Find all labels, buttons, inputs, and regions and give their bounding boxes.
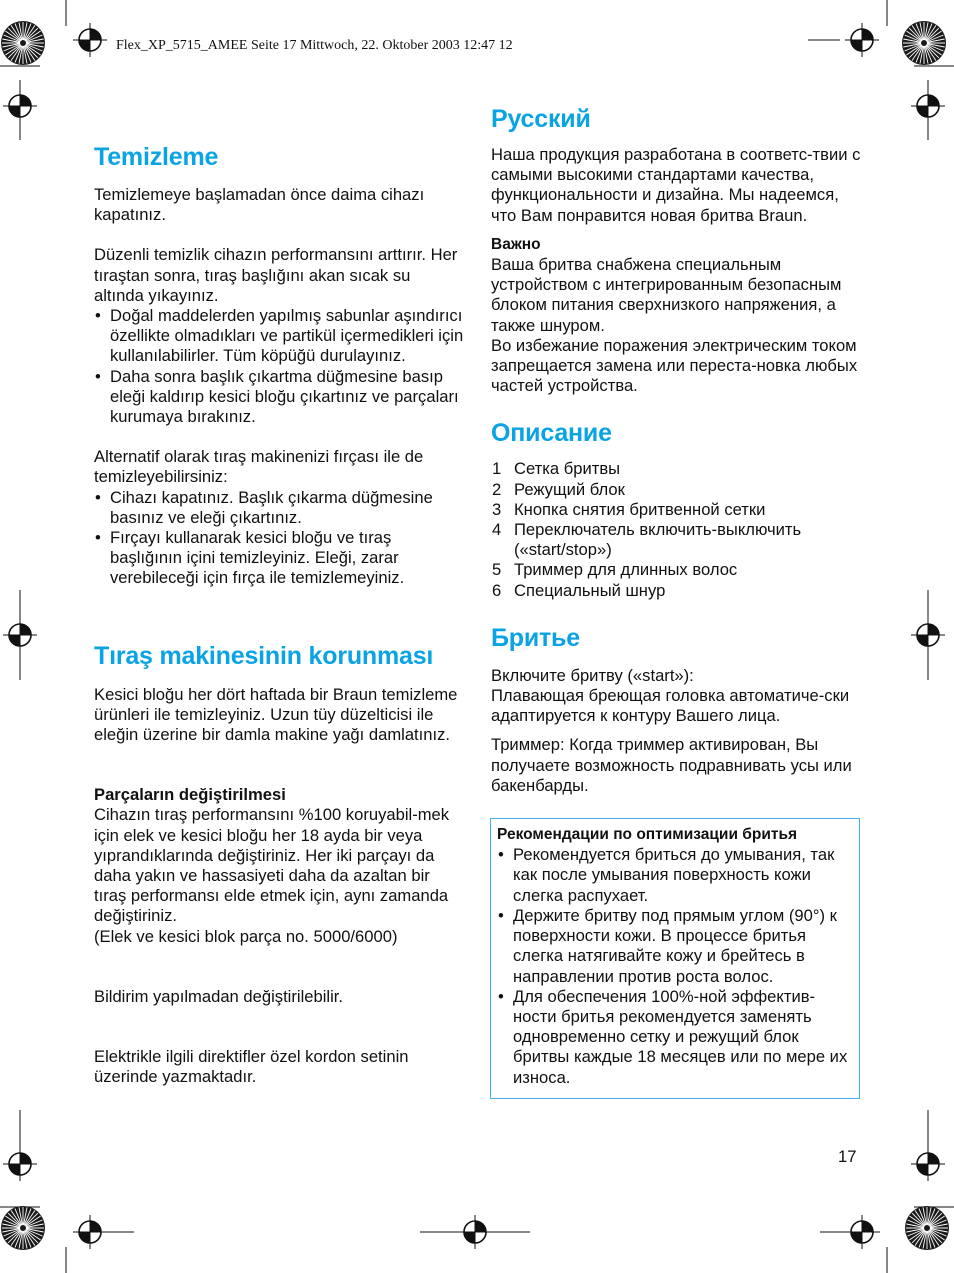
list-item: • Doğal maddelerden yapılmış sabunlar aşındırıcı özellikte olmadıkları ve partikül içermedikleri için kullanılabilirler. Tüm köpüğü durulayınız. bbox=[94, 306, 464, 367]
cleaning-regular: Düzenli temizlik cihazın performansını arttırır. Her tıraştan sonra, tıraş başlığını akan sıcak su altında yıkayınız. bbox=[94, 245, 458, 305]
list-item: 2 Режущий блок bbox=[492, 479, 625, 499]
important-heading: Важно bbox=[491, 235, 541, 253]
russian-title: Русский bbox=[491, 105, 591, 133]
description-list bbox=[491, 459, 861, 600]
cleaning-alternative: Alternatif olarak tıraş makinenizi fırçası ile de temizleyebilirsiniz: bbox=[94, 447, 424, 487]
tips-heading: Рекомендации по оптимизации бритья bbox=[497, 826, 798, 844]
list-item: • Для обеспечения 100%-ной эффектив-ности бритья рекомендуется заменять одновременно сетку и режущий блок бритвы каждые 18 месяцев или по мере их износа. bbox=[497, 987, 855, 1088]
cleaning-intro: Temizlemeye başlamadan önce daima cihazı kapatınız. bbox=[94, 185, 425, 225]
page-number: 17 bbox=[838, 1147, 857, 1166]
parts-text: Cihazın tıraş performansını %100 koruyabil-mek için elek ve kesici bloğu her 18 ayda bir veya yıprandıklarında değiştiriniz. Her iki parçayı da daha yakın ve hassasiyeti daha da azaltan bir tıraş performansı elde etmek için, aynı zamanda değiştiriniz. bbox=[94, 805, 450, 926]
russian-column bbox=[491, 102, 861, 1099]
warning-text: Во избежание поражения электрическим током запрещается замена или переста-новка любых частей устройства. bbox=[491, 335, 858, 396]
tips-list bbox=[497, 845, 855, 1087]
list-item: 1 Сетка бритвы bbox=[492, 459, 621, 479]
list-item: 6 Специальный шнур bbox=[492, 580, 666, 600]
print-info-header: Flex_XP_5715_AMEE Seite 17 Mittwoch, 22. Oktober 2003 12:47 12 bbox=[116, 38, 513, 53]
shaving-switch-on: Включите бритву («start»): bbox=[491, 665, 694, 685]
shaving-floating-head: Плавающая бреющая головка автоматиче-ски адаптируется к контуру Вашего лица. bbox=[491, 686, 850, 726]
russian-intro: Наша продукция разработана в соответс-твии с самыми высокими стандартами качества, функциональности и дизайна. Мы надеемся, что Вам понравится новая бритва Braun. bbox=[491, 145, 861, 225]
protection-title: Tıraş makinesinin korunması bbox=[94, 641, 434, 670]
notice-text: Bildirim yapılmadan değiştirilebilir. bbox=[94, 986, 344, 1006]
list-item: 5 Триммер для длинных волос bbox=[492, 560, 738, 580]
cleaning-bullets-2 bbox=[94, 488, 464, 589]
list-item: 4 Переключатель включить-выключить («start/stop») bbox=[492, 520, 802, 560]
shaving-title: Бритье bbox=[491, 623, 580, 652]
description-title: Описание bbox=[491, 419, 612, 448]
list-item: 3 Кнопка снятия бритвенной сетки bbox=[492, 499, 766, 519]
parts-heading: Parçaların değiştirilmesi bbox=[94, 785, 286, 805]
list-item: • Держите бритву под прямым углом (90°) к поверхности кожи. В процессе бритья слегка натягивайте кожу и брейтесь в направлении против роста волос. bbox=[497, 906, 855, 987]
cleaning-bullets-1 bbox=[94, 306, 464, 427]
protection-text: Kesici bloğu her dört haftada bir Braun temizleme ürünleri ile temizleyiniz. Uzun tüy düzelticisi ile eleğin üzerine bir damla makine yağı damlatınız. bbox=[94, 684, 458, 745]
list-item: • Daha sonra başlık çıkartma düğmesine basıp eleği kaldırıp kesici bloğu çıkartınız ve parçaları kurumaya bırakınız. bbox=[94, 367, 464, 428]
cleaning-title: Temizleme bbox=[94, 143, 219, 171]
important-text: Ваша бритва снабжена специальным устройством с интегрированным безопасным блоком питания сверхнизкого напряжения, а также шнуром. bbox=[491, 255, 842, 335]
electrical-text: Elektrikle ilgili direktifler özel kordon setinin üzerinde yazmaktadır. bbox=[94, 1047, 409, 1087]
list-item: • Рекомендуется бриться до умывания, так как после умывания поверхность кожи слегка распухает. bbox=[497, 845, 855, 906]
shaving-trimmer: Триммер: Когда триммер активирован, Вы получаете возможность подравнивать усы или бакенбарды. bbox=[491, 735, 852, 795]
list-item: • Fırçayı kullanarak kesici bloğu ve tıraş başlığının içini temizleyiniz. Eleği, zarar verebileceği için fırça ile temizlemeyiniz. bbox=[94, 528, 464, 589]
shaving-tips-box bbox=[490, 818, 860, 1099]
list-item: • Cihazı kapatınız. Başlık çıkarma düğmesine basınız ve eleği çıkartınız. bbox=[94, 488, 464, 528]
turkish-column bbox=[94, 140, 464, 1088]
parts-note: (Elek ve kesici blok parça no. 5000/6000) bbox=[94, 926, 398, 946]
